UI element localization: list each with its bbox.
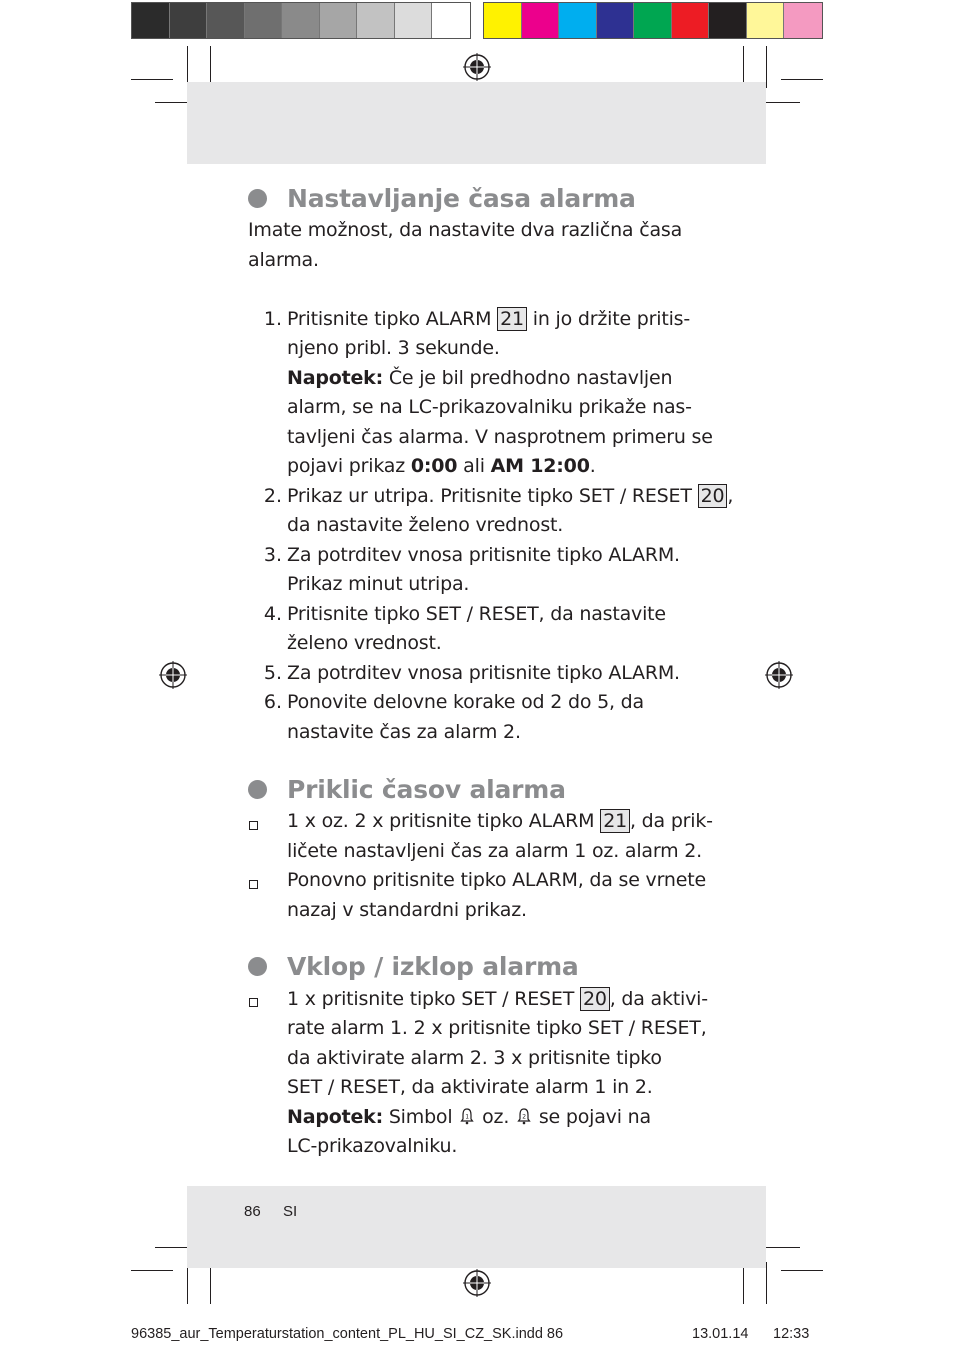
- process-color-bar: [483, 2, 823, 39]
- heading-bullet-icon: [248, 780, 267, 799]
- list-line: 1 x pritisnite tipko SET / RESET 20 , da aktivi-: [287, 988, 708, 1010]
- crop-mark: [743, 1262, 744, 1304]
- color-swatch: [709, 3, 747, 38]
- crop-mark: [781, 1270, 823, 1271]
- section-heading: [248, 952, 579, 982]
- print-date: 13.01.14: [692, 1326, 749, 1342]
- list-bullet-icon: [249, 998, 258, 1007]
- step-line: nastavite čas za alarm 2.: [287, 721, 521, 743]
- note-line: alarm, se na LC-prikazovalniku prikaže nas-: [287, 396, 692, 418]
- grey-color-bar: [131, 2, 471, 39]
- color-swatch: [432, 3, 470, 38]
- color-swatch: [207, 3, 245, 38]
- color-swatch: [784, 3, 822, 38]
- color-swatch: [245, 3, 283, 38]
- color-swatch: [357, 3, 395, 38]
- section-heading-text: Vklop / izklop alarma: [287, 952, 579, 981]
- note-line: LC-prikazovalniku.: [287, 1135, 458, 1157]
- color-swatch: [672, 3, 710, 38]
- step-number: 2.: [263, 485, 282, 507]
- list-line: SET / RESET, da aktivirate alarm 1 in 2.: [287, 1076, 653, 1098]
- note-line: pojavi prikaz 0:00 ali AM 12:00.: [287, 455, 596, 477]
- list-bullet-icon: [249, 821, 258, 830]
- step-line: Prikaz ur utripa. Pritisnite tipko SET / RESET 20 ,: [287, 485, 734, 507]
- key-ref-box: 20: [698, 484, 728, 508]
- crop-mark: [766, 1262, 767, 1304]
- file-info: 96385_aur_Temperaturstation_content_PL_HU_SI_CZ_SK.indd 86: [131, 1326, 564, 1342]
- note-line: tavljeni čas alarma. V nasprotnem primeru se: [287, 426, 713, 448]
- print-time: 12:33: [773, 1326, 810, 1342]
- color-swatch: [132, 3, 170, 38]
- step-number: 5.: [263, 662, 282, 684]
- footer-band: [187, 1186, 766, 1268]
- crop-mark: [210, 1262, 211, 1304]
- crop-mark: [131, 79, 173, 80]
- step-line: Pritisnite tipko SET / RESET, da nastavite: [287, 603, 666, 625]
- list-line: nazaj v standardni prikaz.: [287, 899, 527, 921]
- step-line: Prikaz minut utripa.: [287, 573, 470, 595]
- step-line: Za potrditev vnosa pritisnite tipko ALARM.: [287, 544, 680, 566]
- step-line: Ponovite delovne korake od 2 do 5, da: [287, 691, 644, 713]
- crop-mark: [760, 102, 800, 103]
- crop-mark: [781, 79, 823, 80]
- color-swatch: [634, 3, 672, 38]
- note-line: Napotek: Če je bil predhodno nastavljen: [287, 367, 673, 389]
- color-swatch: [170, 3, 208, 38]
- crop-mark: [766, 46, 767, 88]
- registration-mark-icon: [764, 660, 794, 690]
- header-band: [187, 82, 766, 164]
- list-line: rate alarm 1. 2 x pritisnite tipko SET / RESET,: [287, 1017, 707, 1039]
- color-swatch: [597, 3, 635, 38]
- step-number: 3.: [263, 544, 282, 566]
- svg-text:1: 1: [465, 1113, 470, 1121]
- color-swatch: [484, 3, 522, 38]
- color-swatch: [395, 3, 433, 38]
- color-swatch: [747, 3, 785, 38]
- crop-mark: [131, 1270, 173, 1271]
- heading-bullet-icon: [248, 957, 267, 976]
- intro-line: Imate možnost, da nastavite dva različna časa: [248, 219, 683, 241]
- section-heading: [248, 184, 636, 214]
- note-label: Napotek:: [287, 1106, 383, 1128]
- registration-mark-icon: [462, 1268, 492, 1298]
- color-swatch: [320, 3, 358, 38]
- color-swatch: [559, 3, 597, 38]
- intro-line: alarma.: [248, 249, 319, 271]
- key-ref-box: 21: [600, 809, 630, 833]
- note-label: Napotek:: [287, 367, 383, 389]
- step-line: da nastavite želeno vrednost.: [287, 514, 564, 536]
- heading-bullet-icon: [248, 189, 267, 208]
- key-ref-box: 20: [580, 987, 610, 1011]
- bell-2-icon: [517, 1107, 531, 1125]
- section-heading-text: Nastavljanje časa alarma: [287, 184, 636, 213]
- list-line: 1 x oz. 2 x pritisnite tipko ALARM 21 , da prik-: [287, 810, 713, 832]
- bell-1-icon: [460, 1107, 474, 1125]
- step-number: 4.: [263, 603, 282, 625]
- step-line: Za potrditev vnosa pritisnite tipko ALARM.: [287, 662, 680, 684]
- registration-mark-icon: [462, 52, 492, 82]
- section-heading: [248, 775, 566, 805]
- color-swatch: [282, 3, 320, 38]
- note-line: Napotek: Simbol 1 oz. 2 se pojavi na: [287, 1106, 651, 1128]
- language-code: SI: [283, 1203, 298, 1220]
- step-number: 6.: [263, 691, 282, 713]
- list-bullet-icon: [249, 880, 258, 889]
- crop-mark: [760, 1247, 800, 1248]
- list-line: Ponovno pritisnite tipko ALARM, da se vrnete: [287, 869, 706, 891]
- step-line: njeno pribl. 3 sekunde.: [287, 337, 500, 359]
- step-number: 1.: [263, 308, 282, 330]
- section-heading-text: Priklic časov alarma: [287, 775, 566, 804]
- step-line: Pritisnite tipko ALARM 21 in jo držite pritis-: [287, 308, 691, 330]
- page-number: 86: [244, 1203, 261, 1220]
- list-line: ličete nastavljeni čas za alarm 1 oz. alarm 2.: [287, 840, 702, 862]
- step-line: želeno vrednost.: [287, 632, 442, 654]
- list-line: da aktivirate alarm 2. 3 x pritisnite tipko: [287, 1047, 662, 1069]
- crop-mark: [187, 1262, 188, 1304]
- registration-mark-icon: [158, 660, 188, 690]
- key-ref-box: 21: [497, 307, 527, 331]
- color-swatch: [522, 3, 560, 38]
- svg-text:2: 2: [522, 1113, 526, 1121]
